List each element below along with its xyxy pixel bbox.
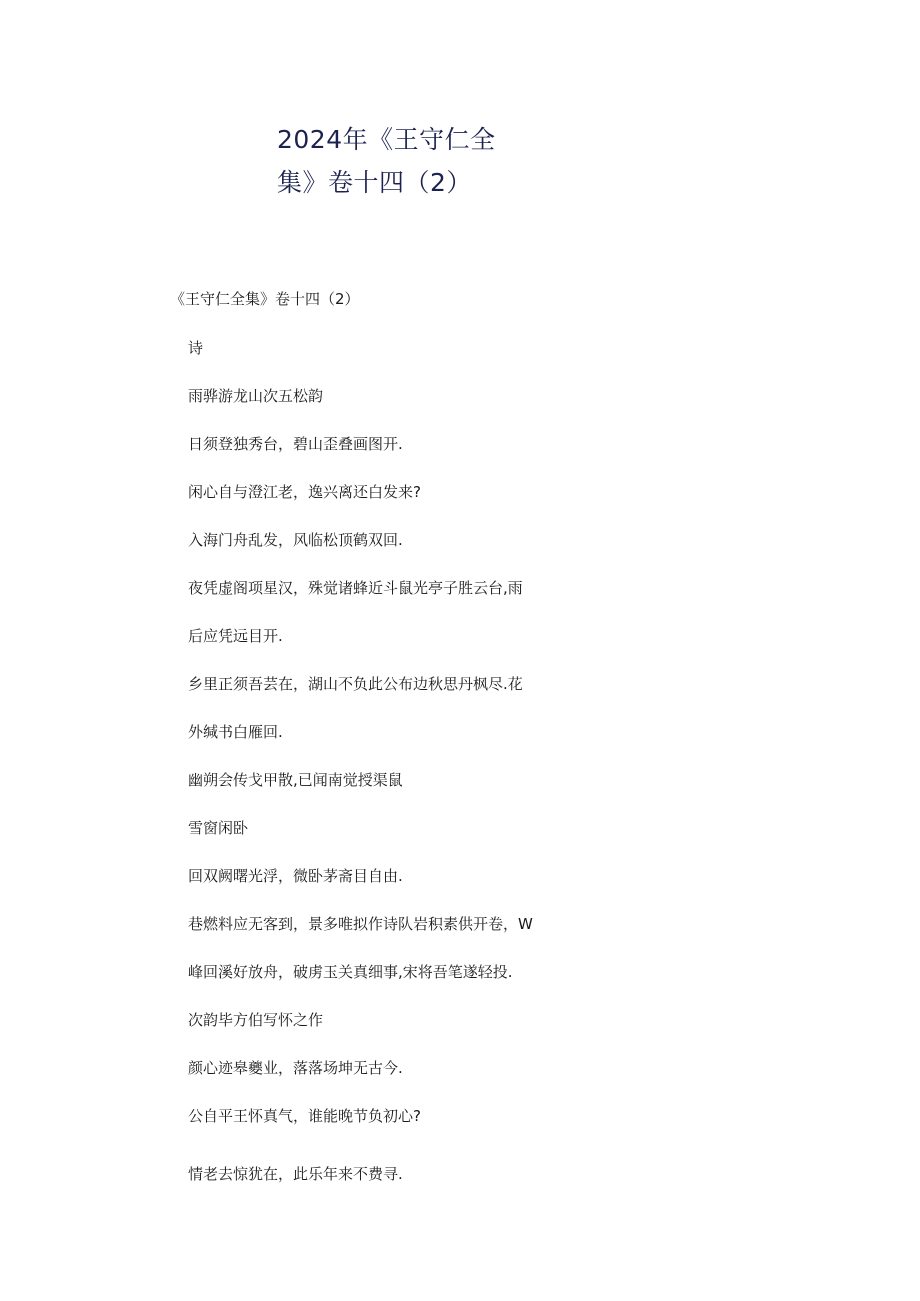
text-line: 外缄书白雁回. — [188, 723, 283, 741]
document-title — [277, 118, 517, 204]
text-line: 闲心自与澄江老，逸兴离还白发来? — [188, 483, 421, 501]
text-line: 夜凭虚阁项星汉，殊觉诸蜂近斗鼠光亭子胜云台,雨 — [188, 579, 523, 597]
text-line: 雪窗闲卧 — [188, 819, 249, 837]
text-line: 入海门舟乱发，风临松顶鹤双回. — [188, 531, 403, 549]
text-line: 回双阙曙光浮，微卧茅斋目自由. — [188, 867, 403, 885]
text-line: 公自平王怀真气，谁能晚节负初心? — [188, 1107, 421, 1125]
document-subtitle: 《王守仁全集》卷十四（2） — [170, 290, 360, 308]
text-line: 后应凭远目开. — [188, 627, 283, 645]
text-line: 日须登独秀台，碧山歪叠画图开. — [188, 435, 403, 453]
text-line: 幽朔会传戈甲散,已闻南觉授渠鼠 — [188, 771, 403, 789]
text-line: 颜心迹皋夔业，落落场坤无古今. — [188, 1059, 403, 1077]
text-line: 乡里正须吾芸在，湖山不负此公布边秋思丹枫尽.花 — [188, 675, 523, 693]
poem-text-block — [188, 336, 533, 1210]
text-line: 情老去惊犹在，此乐年来不费寻. — [188, 1165, 403, 1183]
text-line: 雨骅游龙山次五松韵 — [188, 387, 324, 405]
text-line: 巷燃料应无客到，景多唯拟作诗队岩积素供开卷，W — [188, 915, 533, 933]
text-line: 诗 — [188, 339, 204, 357]
text-line: 次韵毕方伯写怀之作 — [188, 1011, 324, 1029]
document-title-line-1: 2024年《王守仁全 — [277, 125, 496, 154]
document-title-line-2: 集》卷十四（2） — [277, 168, 472, 197]
text-line: 峰回溪好放舟，破虏玉关真细事,宋将吾笔遂轻投. — [188, 963, 513, 981]
